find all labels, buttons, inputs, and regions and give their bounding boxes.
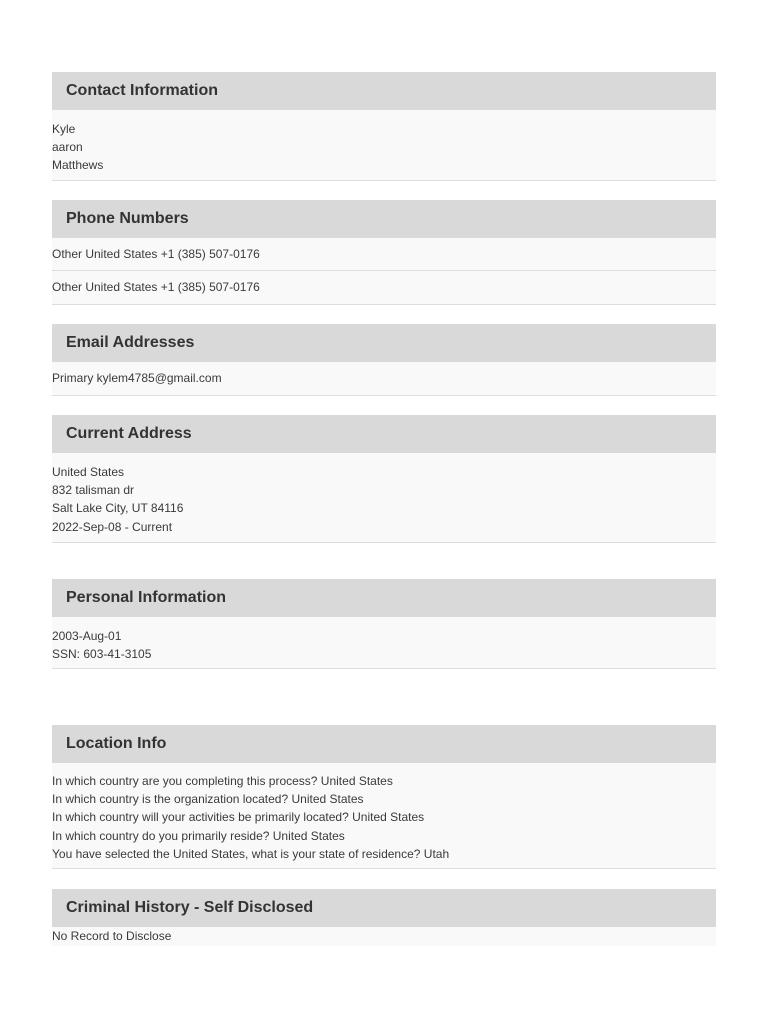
location-answer: In which country will your activities be primarily located? United States <box>52 810 425 825</box>
section-heading: Email Addresses <box>52 324 716 362</box>
phone-list <box>52 238 716 305</box>
section-heading: Phone Numbers <box>52 200 716 238</box>
first-name: Kyle <box>52 122 76 136</box>
location-answer: In which country do you primarily reside? United States <box>52 828 345 843</box>
phone-row: Other United States +1 (385) 507-0176 <box>52 271 716 305</box>
email-row: Primary kylem4785@gmail.com <box>52 362 716 396</box>
date-of-birth: 2003-Aug-01 <box>52 629 122 643</box>
section-heading: Criminal History - Self Disclosed <box>52 889 716 927</box>
personal-information-section <box>52 579 716 669</box>
section-heading: Contact Information <box>52 72 716 110</box>
section-heading: Location Info <box>52 725 716 763</box>
criminal-record-status: No Record to Disclose <box>52 929 172 943</box>
section-heading: Personal Information <box>52 579 716 617</box>
contact-information-section <box>52 72 716 181</box>
criminal-history-details <box>52 927 716 946</box>
personal-details <box>52 617 716 669</box>
location-info-section <box>52 725 716 869</box>
phone-numbers-section <box>52 200 716 305</box>
location-answer: In which country are you completing this process? United States <box>52 774 393 788</box>
address-date-range: 2022-Sep-08 - Current <box>52 519 173 534</box>
section-heading: Current Address <box>52 415 716 453</box>
email-addresses-section <box>52 324 716 396</box>
address-street: 832 talisman dr <box>52 483 135 498</box>
address-details <box>52 453 716 543</box>
criminal-history-section <box>52 889 716 946</box>
ssn: SSN: 603-41-3105 <box>52 647 152 662</box>
location-answer: In which country is the organization located? United States <box>52 792 364 807</box>
current-address-section <box>52 415 716 543</box>
address-country: United States <box>52 465 125 479</box>
contact-details <box>52 110 716 181</box>
email-list <box>52 362 716 396</box>
location-answer: You have selected the United States, what is your state of residence? Utah <box>52 846 450 861</box>
last-name: Matthews <box>52 158 104 173</box>
phone-row: Other United States +1 (385) 507-0176 <box>52 238 716 271</box>
location-details <box>52 763 716 869</box>
address-city-state-zip: Salt Lake City, UT 84116 <box>52 501 184 516</box>
middle-name: aaron <box>52 140 83 155</box>
